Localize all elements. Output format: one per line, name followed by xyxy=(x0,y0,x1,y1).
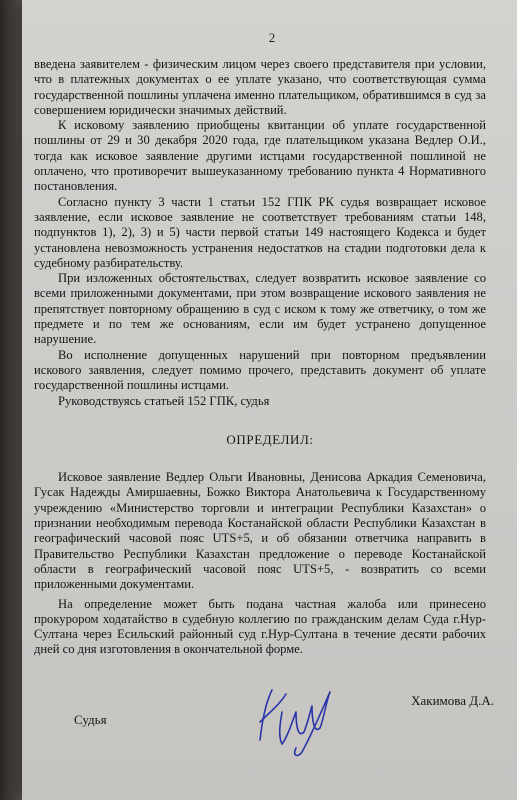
page-edge-shadow xyxy=(0,0,22,800)
page-number: 2 xyxy=(268,30,276,45)
decision-paragraph: Исковое заявление Ведлер Ольги Ивановны, Денисова Аркадия Семеновича, Гусак Надежды Амиршаевны, Божко Виктора Анатольевича к Государственному учреждению «Министерство торговли и интеграции Республики Казахстан» о признании необходимым перевода Костанайской области Республики Казахстан в географический часовой пояс UTS+5, и об обязании ответчика направить в Правительство Республики Казахстан предложение о переводе Костанайской области в географический часовой пояс UTS+5, - возвратить со всеми приложенными документами. xyxy=(34,470,486,592)
paragraph: Согласно пункту 3 части 1 статьи 152 ГПК РК судья возвращает исковое заявление, если исковое заявление не соответствует требованиям статьи 148, подпунктов 1), 2), 3) и 5) части первой статьи 149 настоящего Кодекса и будет установлена невозможность устранения недостатков на стадии подготовки дела к судебному разбирательству. xyxy=(34,194,486,270)
signature-label: Судья xyxy=(74,712,107,727)
handwritten-signature xyxy=(252,682,342,762)
paragraph: введена заявителем - физическим лицом через своего представителя при условии, что в платежных документах о ее уплате указано, что соответствующая сумма государственной пошлины уплачена именно плательщиком, обратившимся в суд за совершением юридически значимых действий. xyxy=(34,57,486,117)
paragraph: При изложенных обстоятельствах, следует возвратить исковое заявление со всеми приложенными документами, при этом возвращение искового заявления не препятствует повторному обращению в суд с иском к тому же ответчику, о том же предмете и по тем же основаниям, если им будет устранено допущенное нарушение. xyxy=(34,271,486,347)
judge-name: Хакимова Д.А. xyxy=(411,693,494,708)
document-body xyxy=(34,57,486,658)
document-page xyxy=(22,0,517,800)
paragraph: Руководствуясь статьей 152 ГПК, судья xyxy=(58,393,270,408)
paragraph: Во исполнение допущенных нарушений при повторном предъявлении искового заявления, следует помимо прочего, представить документ об уплате государственной пошлины истцами. xyxy=(34,347,486,393)
decision-heading: ОПРЕДЕЛИЛ: xyxy=(226,431,314,447)
decision-paragraph: На определение может быть подана частная жалоба или принесено прокурором ходатайство в судебную коллегию по гражданским делам Суда г.Нур-Султана через Есильский районный суд г.Нур-Султана в течение десяти рабочих дней со дня изготовления в окончательной форме. xyxy=(34,596,486,657)
paragraph: К исковому заявлению приобщены квитанции об уплате государственной пошлины от 29 и 30 декабря 2020 года, где плательщиком указана Ведлер О.И., тогда как исковое заявление другими истцами государственной пошлиной не оплачено, что противоречит вышеуказанному требованию пункта 4 Нормативного постановления. xyxy=(34,118,486,194)
signature-block xyxy=(74,693,494,762)
